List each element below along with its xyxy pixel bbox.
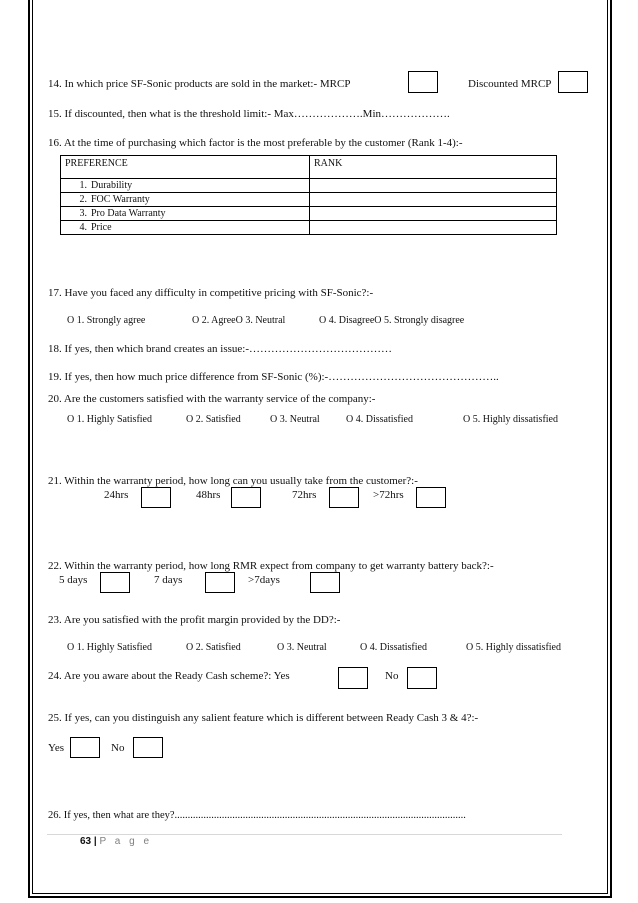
question-23-text: 23. Are you satisfied with the profit margin provided by the DD?:- (48, 614, 341, 626)
question-14-text: 14. In which price SF-Sonic products are sold in the market:- MRCP (48, 78, 351, 90)
question-16-text: 16. At the time of purchasing which factor is the most preferable by the customer (Rank 1-4):- (48, 137, 463, 149)
table-row (61, 207, 557, 221)
q24-no-checkbox[interactable] (407, 667, 437, 689)
preference-rank-table (60, 155, 557, 235)
q21-48hrs-checkbox[interactable] (231, 487, 261, 508)
preference-cell: 4. Price (61, 221, 310, 235)
q21-24hrs-checkbox[interactable] (141, 487, 171, 508)
rank-input-cell[interactable] (310, 221, 557, 235)
rank-input-cell[interactable] (310, 179, 557, 193)
q17-option-1[interactable]: O 1. Strongly agree (67, 315, 146, 326)
q25-no-checkbox[interactable] (133, 737, 163, 758)
header-preference: PREFERENCE (61, 156, 310, 179)
q20-option-1[interactable]: O 1. Highly Satisfied (67, 414, 152, 425)
question-25-text: 25. If yes, can you distinguish any salient feature which is different between Ready Cash 3 & 4?:- (48, 712, 479, 724)
q23-option-4[interactable]: O 4. Dissatisfied (360, 642, 427, 653)
q22-7days-checkbox[interactable] (205, 572, 235, 593)
q23-option-2[interactable]: O 2. Satisfied (186, 642, 241, 653)
q20-option-2[interactable]: O 2. Satisfied (186, 414, 241, 425)
q24-yes-checkbox[interactable] (338, 667, 368, 689)
q22-option-7days-label: 7 days (154, 574, 183, 586)
q21-option-48hrs-label: 48hrs (196, 489, 221, 501)
footer-divider (47, 834, 562, 835)
q22-5days-checkbox[interactable] (100, 572, 130, 593)
q20-option-5[interactable]: O 5. Highly dissatisfied (463, 414, 558, 425)
rank-input-cell[interactable] (310, 193, 557, 207)
q21-option-72hrs-label: 72hrs (292, 489, 317, 501)
table-row (61, 221, 557, 235)
q17-option-2-3[interactable]: O 2. AgreeO 3. Neutral (192, 315, 286, 326)
q21-option-24hrs-label: 24hrs (104, 489, 129, 501)
header-rank: RANK (310, 156, 557, 179)
question-19-text: 19. If yes, then how much price difference from SF-Sonic (%):-……………………………………….. (48, 371, 499, 383)
rank-input-cell[interactable] (310, 207, 557, 221)
q22-gt7days-checkbox[interactable] (310, 572, 340, 593)
q24-no-label: No (385, 670, 399, 682)
question-15-text: 15. If discounted, then what is the threshold limit:- Max……………….Min………………. (48, 108, 450, 120)
q21-72hrs-checkbox[interactable] (329, 487, 359, 508)
preference-cell: 3. Pro Data Warranty (61, 207, 310, 221)
question-22-text: 22. Within the warranty period, how long RMR expect from company to get warranty battery back?:- (48, 560, 494, 572)
table-row (61, 193, 557, 207)
page-border-inner (32, 0, 608, 894)
discounted-mrcp-checkbox[interactable] (558, 71, 588, 93)
discounted-mrcp-label: Discounted MRCP (468, 78, 552, 90)
q22-option-5days-label: 5 days (59, 574, 88, 586)
q22-option-gt7days-label: >7days (248, 574, 280, 586)
page-footer (80, 836, 152, 847)
question-26-text: 26. If yes, then what are they?............................................................................................................... (48, 810, 466, 821)
page-label: P a g e (99, 836, 153, 847)
question-17-text: 17. Have you faced any difficulty in competitive pricing with SF-Sonic?:- (48, 287, 374, 299)
q23-option-1[interactable]: O 1. Highly Satisfied (67, 642, 152, 653)
table-row (61, 179, 557, 193)
q21-option-gt72hrs-label: >72hrs (373, 489, 404, 501)
question-18-text: 18. If yes, then which brand creates an issue:-………………………………… (48, 343, 392, 355)
q23-option-3[interactable]: O 3. Neutral (277, 642, 327, 653)
q25-yes-label: Yes (48, 742, 65, 754)
q25-no-label: No (111, 742, 125, 754)
question-20-text: 20. Are the customers satisfied with the warranty service of the company:- (48, 393, 376, 405)
preference-cell: 1. Durability (61, 179, 310, 193)
page-separator: | (93, 836, 97, 847)
q23-option-5[interactable]: O 5. Highly dissatisfied (466, 642, 561, 653)
q21-gt72hrs-checkbox[interactable] (416, 487, 446, 508)
q20-option-4[interactable]: O 4. Dissatisfied (346, 414, 413, 425)
q17-option-4-5[interactable]: O 4. DisagreeO 5. Strongly disagree (319, 315, 465, 326)
preference-cell: 2. FOC Warranty (61, 193, 310, 207)
page-number: 63 (80, 836, 92, 847)
question-21-text: 21. Within the warranty period, how long can you usually take from the customer?:- (48, 475, 418, 487)
table-header-row (61, 156, 557, 179)
mrcp-checkbox[interactable] (408, 71, 438, 93)
q20-option-3[interactable]: O 3. Neutral (270, 414, 320, 425)
q25-yes-checkbox[interactable] (70, 737, 100, 758)
question-24-text: 24. Are you aware about the Ready Cash scheme?: Yes (48, 670, 290, 682)
